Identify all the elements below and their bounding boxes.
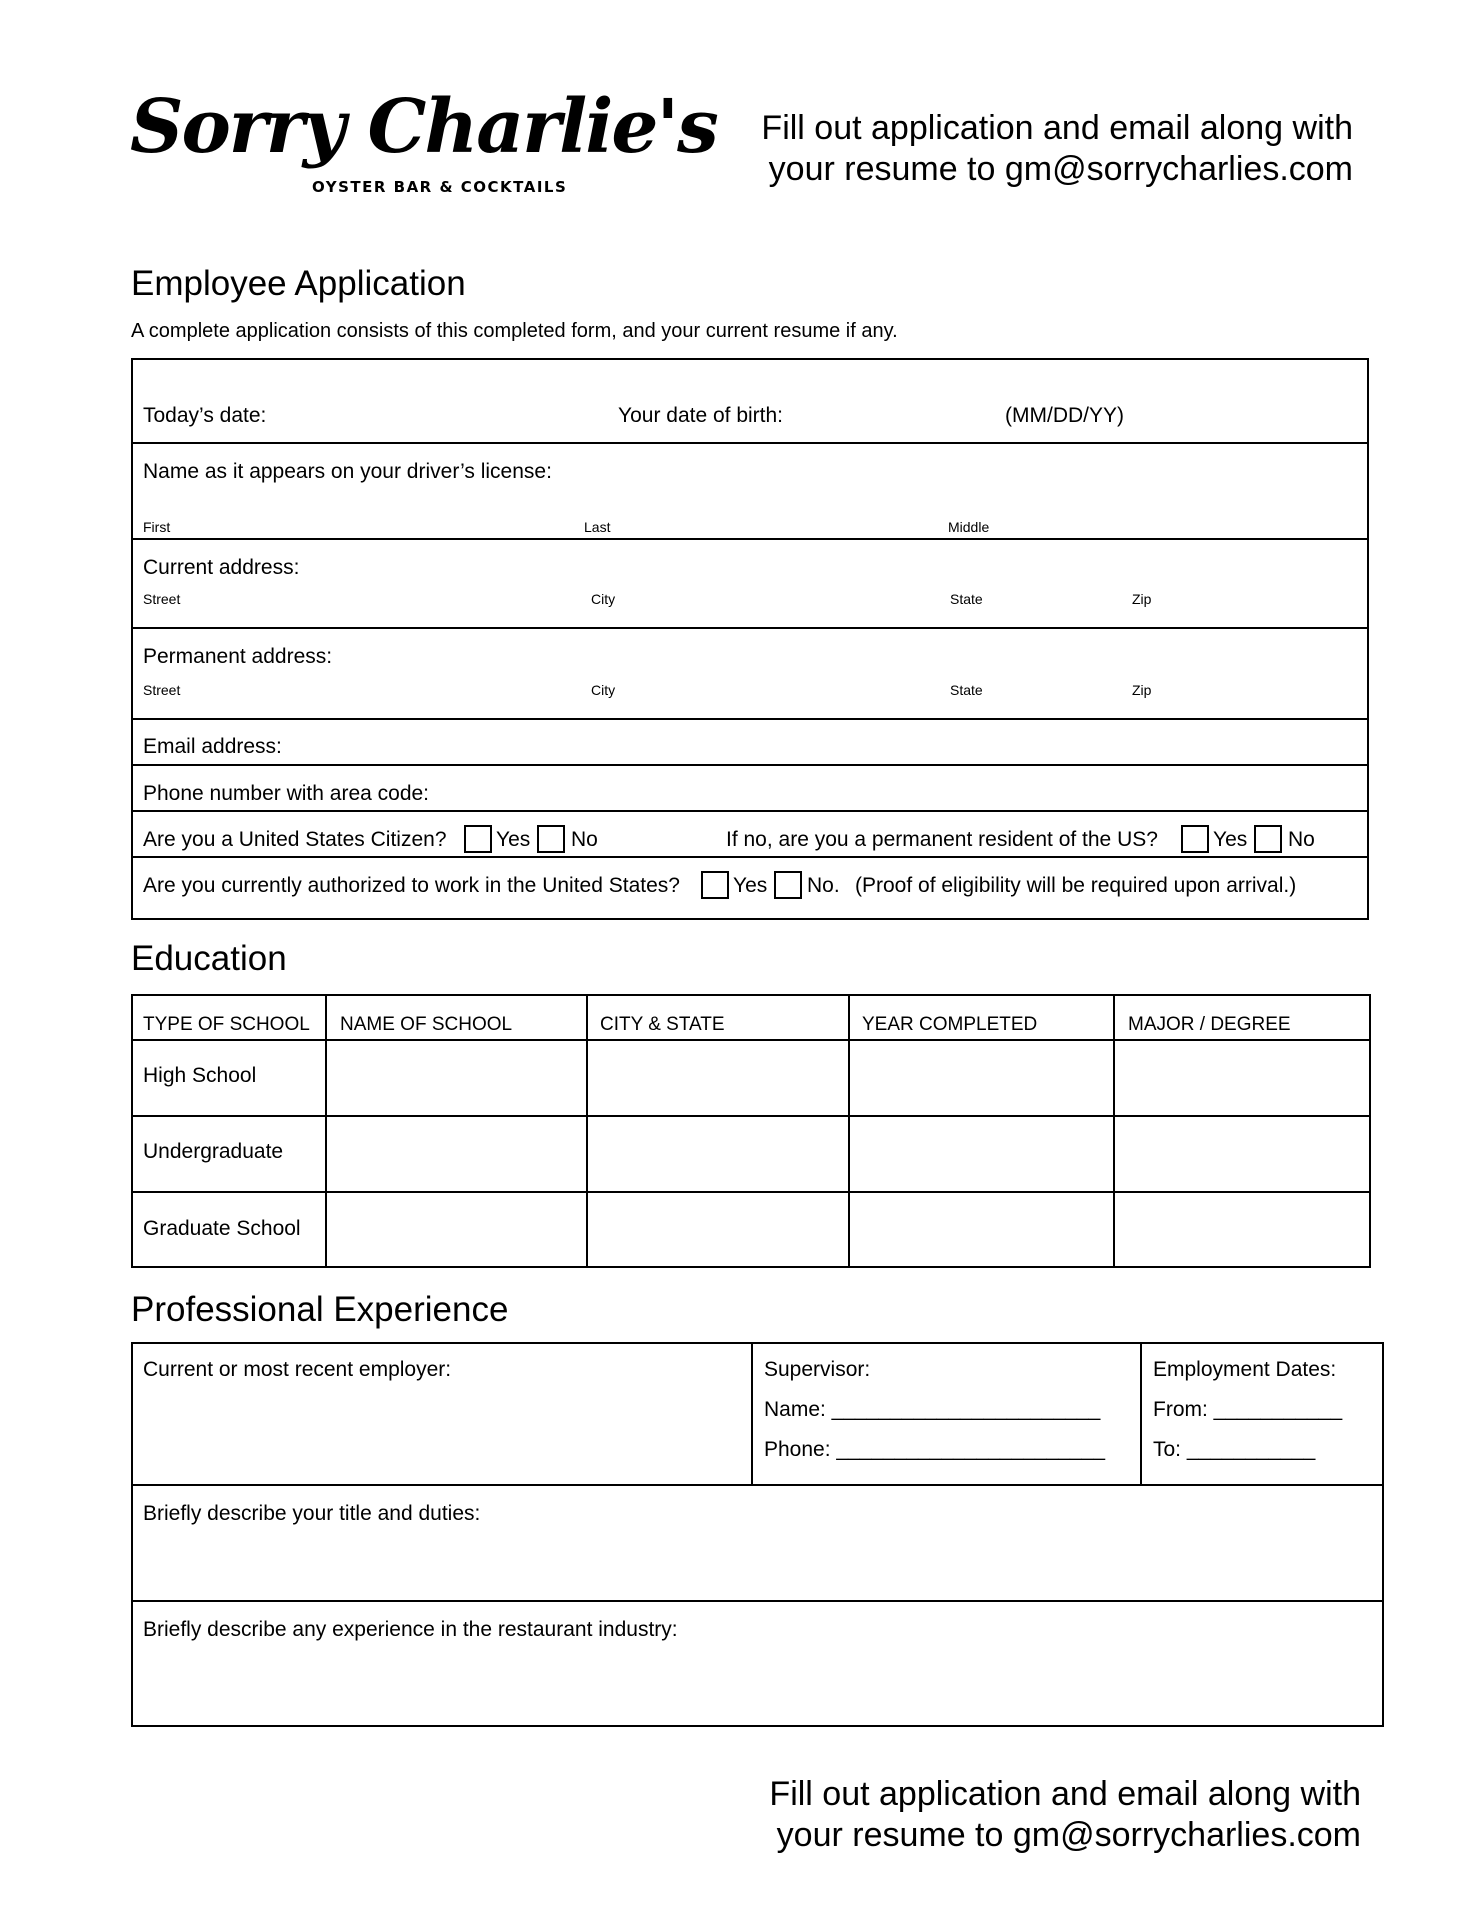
resident-question: If no, are you a permanent resident of the US? [726,828,1158,851]
divider [131,442,1369,444]
table-column-divider [848,994,850,1268]
current-city-field[interactable]: City [591,591,616,607]
experience-row-divider [131,1484,1384,1486]
current-zip-field[interactable]: Zip [1132,591,1152,607]
school-type-graduate: Graduate School [143,1217,301,1240]
table-row-divider [131,1115,1371,1117]
intro-text: A complete application consists of this completed form, and your current resume if any. [131,320,898,342]
column-header: NAME OF SCHOOL [340,1014,513,1035]
resident-yes-label: Yes [1213,828,1248,851]
divider [131,538,1369,540]
authorized-yes-label: Yes [733,874,768,897]
table-column-divider [1113,994,1115,1268]
table-header-divider [131,1039,1371,1041]
column-header: TYPE OF SCHOOL [143,1014,310,1035]
footer-note-line2: your resume to gm@sorrycharlies.com [776,1816,1361,1854]
todays-date-field[interactable]: Today’s date: [143,404,267,427]
restaurant-experience-field[interactable]: Briefly describe any experience in the restaurant industry: [143,1618,678,1641]
citizen-yes-label: Yes [496,828,531,851]
employment-dates-label: Employment Dates: [1153,1358,1337,1381]
resident-no-checkbox[interactable] [1254,825,1282,853]
permanent-street-field[interactable]: Street [143,682,181,698]
divider [131,810,1369,812]
education-heading: Education [131,939,287,978]
email-field[interactable]: Email address: [143,735,282,758]
last-name-field[interactable]: Last [584,519,611,535]
first-name-field[interactable]: First [143,519,171,535]
citizen-question: Are you a United States Citizen? [143,828,447,851]
column-header: MAJOR / DEGREE [1128,1014,1291,1035]
column-header: YEAR COMPLETED [862,1014,1038,1035]
supervisor-label: Supervisor: [764,1358,871,1381]
experience-row-divider [131,1600,1384,1602]
footer-note-line1: Fill out application and email along with [769,1775,1361,1813]
name-label: Name as it appears on your driver’s license: [143,460,552,483]
header-note-line2: your resume to gm@sorrycharlies.com [768,150,1353,188]
logo-tagline: OYSTER BAR & COCKTAILS [312,178,568,196]
logo-script: Sorry Charlie's [130,84,717,170]
school-type-high-school: High School [143,1064,257,1087]
page-title: Employee Application [131,264,466,303]
table-column-divider [586,994,588,1268]
citizen-no-checkbox[interactable] [537,825,565,853]
experience-column-divider [1140,1342,1142,1485]
footer-note [561,1774,1361,1856]
experience-column-divider [751,1342,753,1485]
experience-heading: Professional Experience [131,1290,509,1329]
duties-field[interactable]: Briefly describe your title and duties: [143,1502,481,1525]
permanent-address-label: Permanent address: [143,645,333,668]
divider [131,718,1369,720]
school-type-undergraduate: Undergraduate [143,1140,284,1163]
from-date-field[interactable]: From: ___________ [1153,1398,1343,1421]
middle-name-field[interactable]: Middle [948,519,990,535]
permanent-zip-field[interactable]: Zip [1132,682,1152,698]
permanent-city-field[interactable]: City [591,682,616,698]
header-note-line1: Fill out application and email along with [761,109,1353,147]
current-state-field[interactable]: State [950,591,983,607]
supervisor-phone-field[interactable]: Phone: _______________________ [764,1438,1106,1461]
table-column-divider [325,994,327,1268]
header-note [553,108,1353,190]
current-street-field[interactable]: Street [143,591,181,607]
citizen-yes-checkbox[interactable] [464,825,492,853]
divider [131,856,1369,858]
column-header: CITY & STATE [600,1014,725,1035]
current-address-label: Current address: [143,556,300,579]
permanent-state-field[interactable]: State [950,682,983,698]
authorized-no-checkbox[interactable] [774,871,802,899]
to-date-field[interactable]: To: ___________ [1153,1438,1316,1461]
phone-field[interactable]: Phone number with area code: [143,782,430,805]
dob-field[interactable]: Your date of birth: [618,404,784,427]
proof-note: (Proof of eligibility will be required upon arrival.) [855,874,1297,897]
dob-format: (MM/DD/YY) [1005,404,1124,427]
resident-yes-checkbox[interactable] [1181,825,1209,853]
authorized-no-label: No. [807,874,840,897]
citizen-no-label: No [571,828,598,851]
authorized-question: Are you currently authorized to work in the United States? [143,874,680,897]
table-row-divider [131,1191,1371,1193]
resident-no-label: No [1288,828,1315,851]
divider [131,764,1369,766]
logo [130,84,717,207]
supervisor-name-field[interactable]: Name: _______________________ [764,1398,1101,1421]
employer-field[interactable]: Current or most recent employer: [143,1358,452,1381]
divider [131,627,1369,629]
authorized-yes-checkbox[interactable] [701,871,729,899]
